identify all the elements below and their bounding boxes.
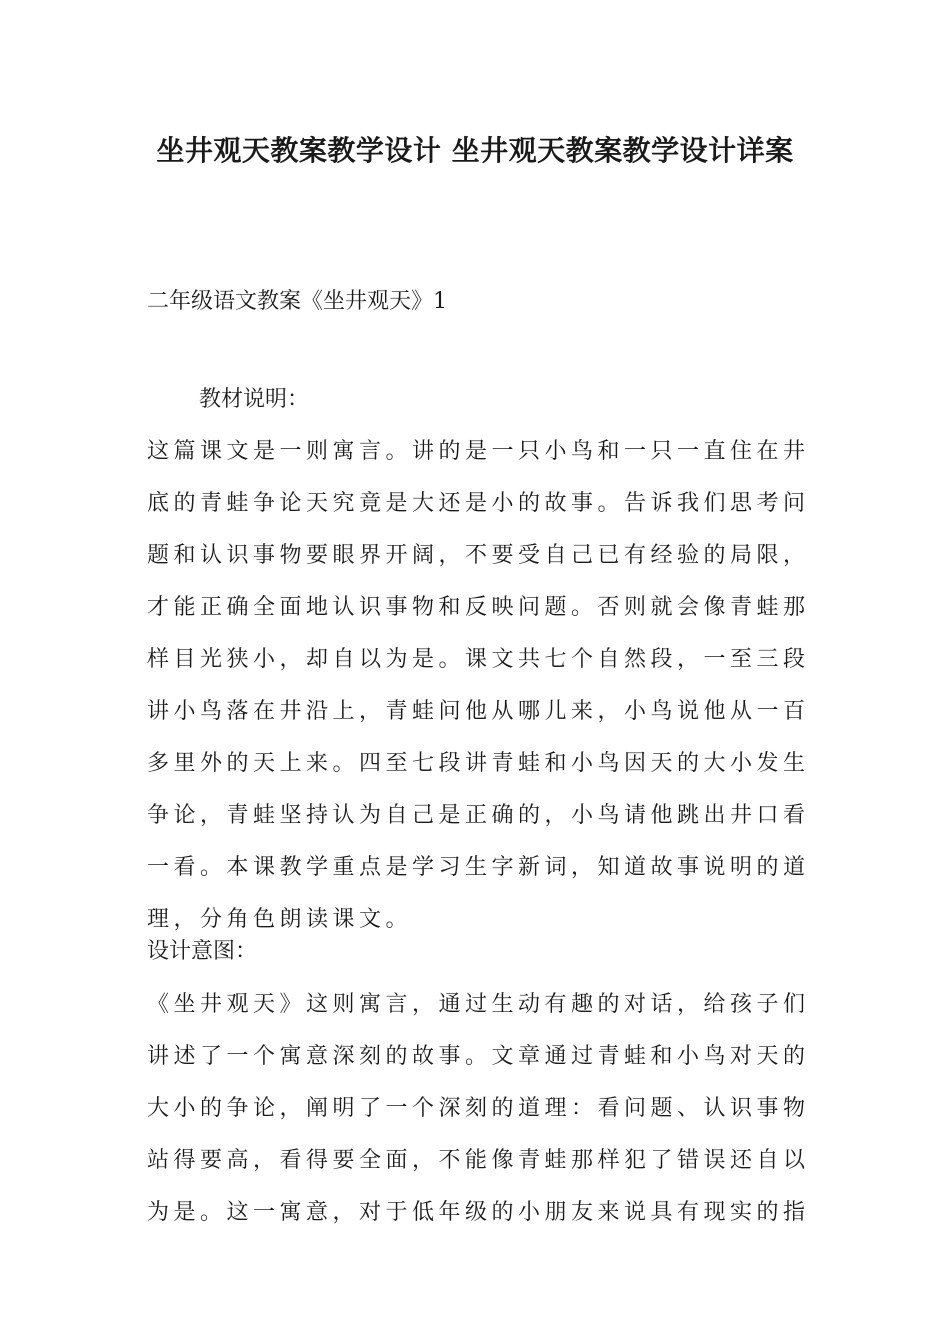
paragraph-line: 争论，青蛙坚持认为自己是正确的，小鸟请他跳出井口看 <box>147 803 810 828</box>
paragraph-line: 为是。这一寓意，对于低年级的小朋友来说具有现实的指 <box>147 1200 810 1225</box>
paragraph-line: 讲述了一个寓意深刻的故事。文章通过青蛙和小鸟对天的 <box>147 1044 810 1069</box>
paragraph-line: 站得要高，看得要全面，不能像青蛙那样犯了错误还自以 <box>147 1148 810 1173</box>
paragraph-line: 一看。本课教学重点是学习生字新词，知道故事说明的道 <box>147 855 810 880</box>
paragraph-line: 多里外的天上来。四至七段讲青蛙和小鸟因天的大小发生 <box>147 751 810 776</box>
section-body-design-intent <box>147 983 810 1243</box>
document-title: 坐井观天教案教学设计 坐井观天教案教学设计详案 <box>156 134 794 167</box>
paragraph-line: 题和认识事物要眼界开阔，不要受自己已有经验的局限， <box>147 543 810 568</box>
paragraph-line: 《坐井观天》这则寓言，通过生动有趣的对话，给孩子们 <box>147 992 810 1017</box>
paragraph-line: 才能正确全面地认识事物和反映问题。否则就会像青蛙那 <box>147 595 810 620</box>
paragraph-line: 理，分角色朗读课文。 <box>147 907 413 932</box>
paragraph-line: 这篇课文是一则寓言。讲的是一只小鸟和一只一直住在井 <box>147 439 810 464</box>
section-heading-design-intent: 设计意图： <box>147 939 258 964</box>
paragraph-line: 样目光狭小，却自以为是。课文共七个自然段，一至三段 <box>147 647 810 672</box>
section-body-materials <box>147 430 810 950</box>
paragraph-line: 大小的争论，阐明了一个深刻的道理：看问题、认识事物 <box>147 1096 810 1121</box>
section-heading-materials: 教材说明： <box>199 387 310 412</box>
paragraph-line: 讲小鸟落在井沿上，青蛙问他从哪儿来，小鸟说他从一百 <box>147 699 810 724</box>
lesson-subtitle: 二年级语文教案《坐井观天》1 <box>147 289 447 314</box>
paragraph-line: 底的青蛙争论天究竟是大还是小的故事。告诉我们思考问 <box>147 491 810 516</box>
